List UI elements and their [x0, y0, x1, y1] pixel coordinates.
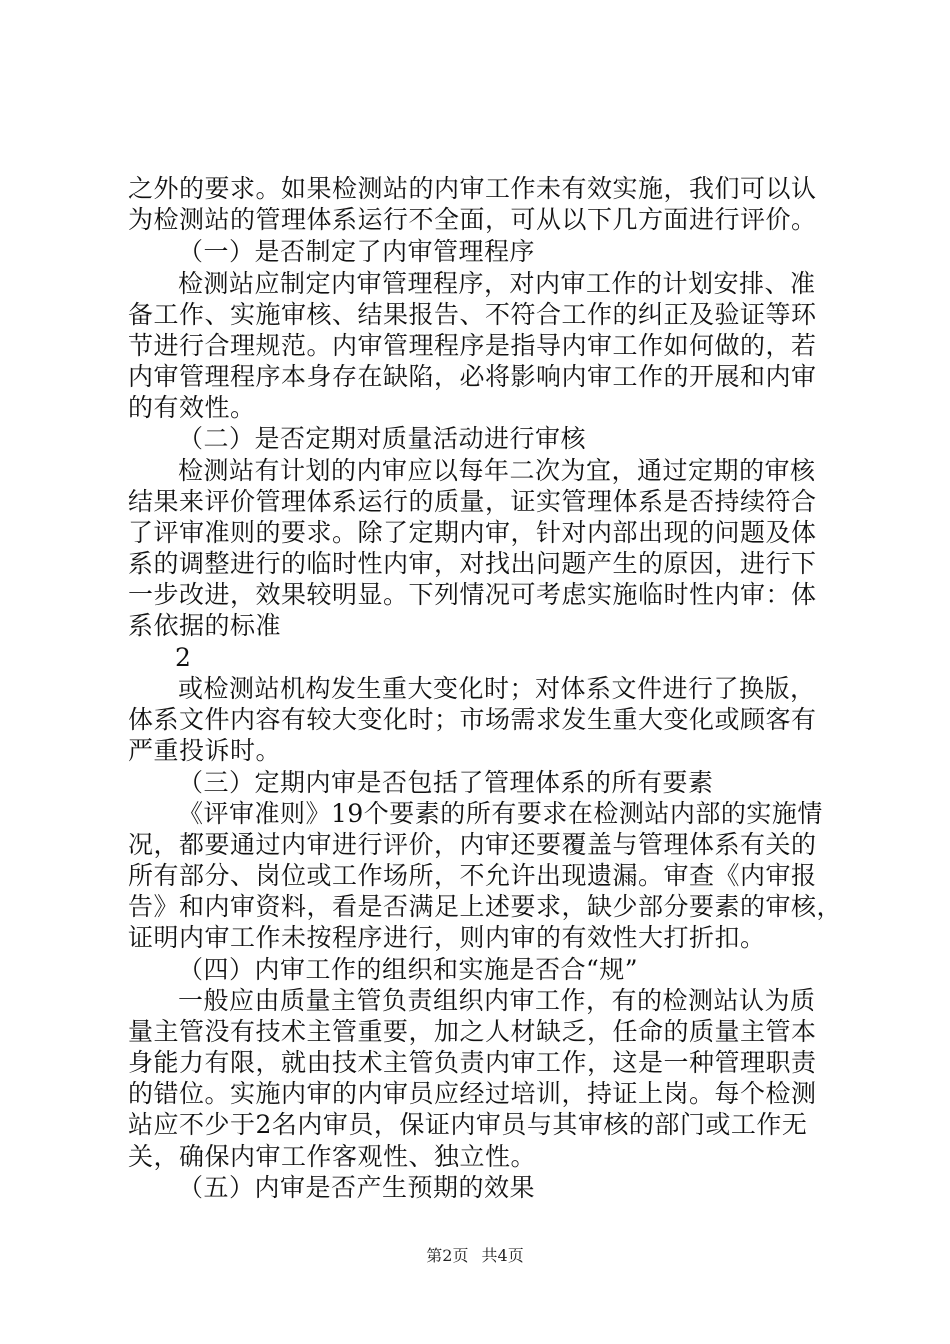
section-heading: （五）内审是否产生预期的效果	[178, 1173, 536, 1202]
text-line: 况，都要通过内审进行评价，内审还要覆盖与管理体系有关的	[128, 830, 817, 859]
section-heading: （二）是否定期对质量活动进行审核	[178, 424, 587, 453]
text-line: 检测站应制定内审管理程序，对内审工作的计划安排、准	[178, 269, 816, 298]
text-line: 系依据的标准	[128, 611, 282, 640]
text-line: 严重投诉时。	[128, 736, 282, 765]
text-line: 检测站有计划的内审应以每年二次为宜，通过定期的审核	[178, 456, 816, 485]
section-heading: （一）是否制定了内审管理程序	[178, 237, 536, 266]
text-line: 或检测站机构发生重大变化时；对体系文件进行了换版，	[178, 674, 816, 703]
text-line: 之外的要求。如果检测站的内审工作未有效实施，我们可以认	[128, 174, 817, 203]
text-line: 的有效性。	[128, 393, 256, 422]
text-line: 备工作、实施审核、结果报告、不符合工作的纠正及验证等环	[128, 300, 817, 329]
text-line: 站应不少于2名内审员，保证内审员与其审核的部门或工作无	[128, 1110, 808, 1139]
text-line: 身能力有限，就由技术主管负责内审工作，这是一种管理职责	[128, 1048, 817, 1077]
text-line: 结果来评价管理体系运行的质量，证实管理体系是否持续符合	[128, 487, 817, 516]
text-line: 一步改进，效果较明显。下列情况可考虑实施临时性内审：体	[128, 580, 817, 609]
text-line: 一般应由质量主管负责组织内审工作，有的检测站认为质	[178, 986, 816, 1015]
text-line: 了评审准则的要求。除了定期内审，针对内部出现的问题及体	[128, 518, 817, 547]
text-line: 系的调整进行的临时性内审，对找出问题产生的原因，进行下	[128, 549, 817, 578]
text-line: 告》和内审资料，看是否满足上述要求，缺少部分要素的审核，	[128, 892, 843, 921]
text-line: 证明内审工作未按程序进行，则内审的有效性大打折扣。	[128, 923, 766, 952]
text-line: 量主管没有技术主管重要，加之人材缺乏，任命的质量主管本	[128, 1017, 817, 1046]
page-footer	[0, 1246, 950, 1266]
page-number: 第2页	[426, 1246, 469, 1265]
text-line: 所有部分、岗位或工作场所，不允许出现遗漏。审查《内审报	[128, 861, 817, 890]
text-line: 节进行合理规范。内审管理程序是指导内审工作如何做的，若	[128, 331, 817, 360]
text-line: 体系文件内容有较大变化时；市场需求发生重大变化或顾客有	[128, 705, 817, 734]
text-line: 的错位。实施内审的内审员应经过培训，持证上岗。每个检测	[128, 1079, 817, 1108]
text-line: 为检测站的管理体系运行不全面，可从以下几方面进行评价。	[128, 205, 817, 234]
section-heading: （四）内审工作的组织和实施是否合“规”	[178, 955, 639, 984]
section-heading: （三）定期内审是否包括了管理体系的所有要素	[178, 768, 714, 797]
text-line: 关，确保内审工作客观性、独立性。	[128, 1142, 537, 1171]
text-line: 《评审准则》19个要素的所有要求在检测站内部的实施情	[178, 799, 823, 828]
page-total: 共4页	[481, 1246, 524, 1265]
text-line: 内审管理程序本身存在缺陷，必将影响内审工作的开展和内审	[128, 362, 817, 391]
inline-page-number: 2	[175, 643, 192, 672]
